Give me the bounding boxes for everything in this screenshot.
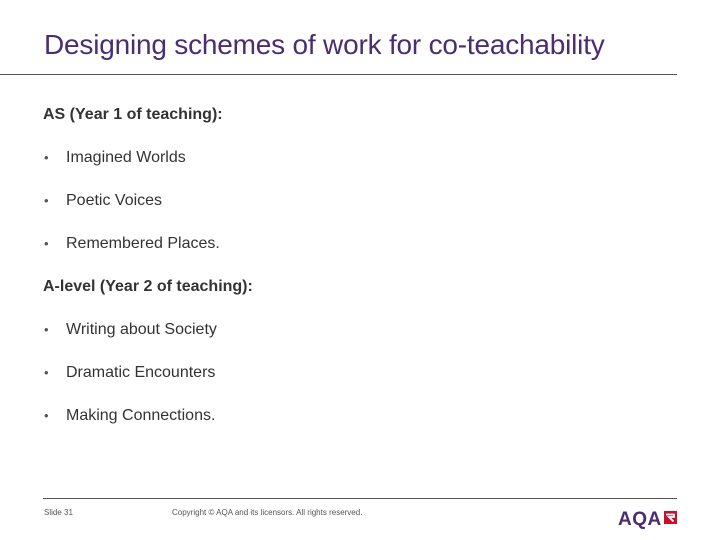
section-heading-a-level: A-level (Year 2 of teaching): xyxy=(43,278,253,295)
list-item xyxy=(43,190,663,212)
bullet-icon: • xyxy=(44,408,49,423)
section-heading-as: AS (Year 1 of teaching): xyxy=(43,106,223,123)
bullet-icon: • xyxy=(44,236,49,251)
slide-number: Slide 31 xyxy=(44,508,73,517)
list-item xyxy=(43,147,663,169)
list-item-label: Poetic Voices xyxy=(66,192,163,209)
copyright-notice: Copyright © AQA and its licensors. All rights reserved. xyxy=(172,508,363,517)
slide-content xyxy=(43,104,663,427)
bullet-icon: • xyxy=(44,193,49,208)
list-item xyxy=(43,319,663,341)
title-divider xyxy=(0,74,677,75)
list-item-label: Dramatic Encounters xyxy=(66,364,216,381)
list-item xyxy=(43,405,663,427)
list-item-label: Making Connections. xyxy=(66,407,216,424)
slide-title: Designing schemes of work for co-teachability xyxy=(44,29,605,60)
aqa-logo xyxy=(618,509,678,531)
list-item xyxy=(43,233,663,255)
list-item-label: Remembered Places. xyxy=(66,235,220,252)
a-level-topic-list xyxy=(43,319,663,427)
as-topic-list xyxy=(43,147,663,255)
bullet-icon: • xyxy=(44,322,49,337)
list-item xyxy=(43,362,663,384)
bullet-icon: • xyxy=(44,365,49,380)
footer-divider xyxy=(43,498,677,499)
list-item-label: Imagined Worlds xyxy=(66,149,186,166)
aqa-logo-icon xyxy=(664,511,677,524)
logo-text: AQA xyxy=(618,509,662,530)
list-item-label: Writing about Society xyxy=(66,321,217,338)
bullet-icon: • xyxy=(44,150,49,165)
